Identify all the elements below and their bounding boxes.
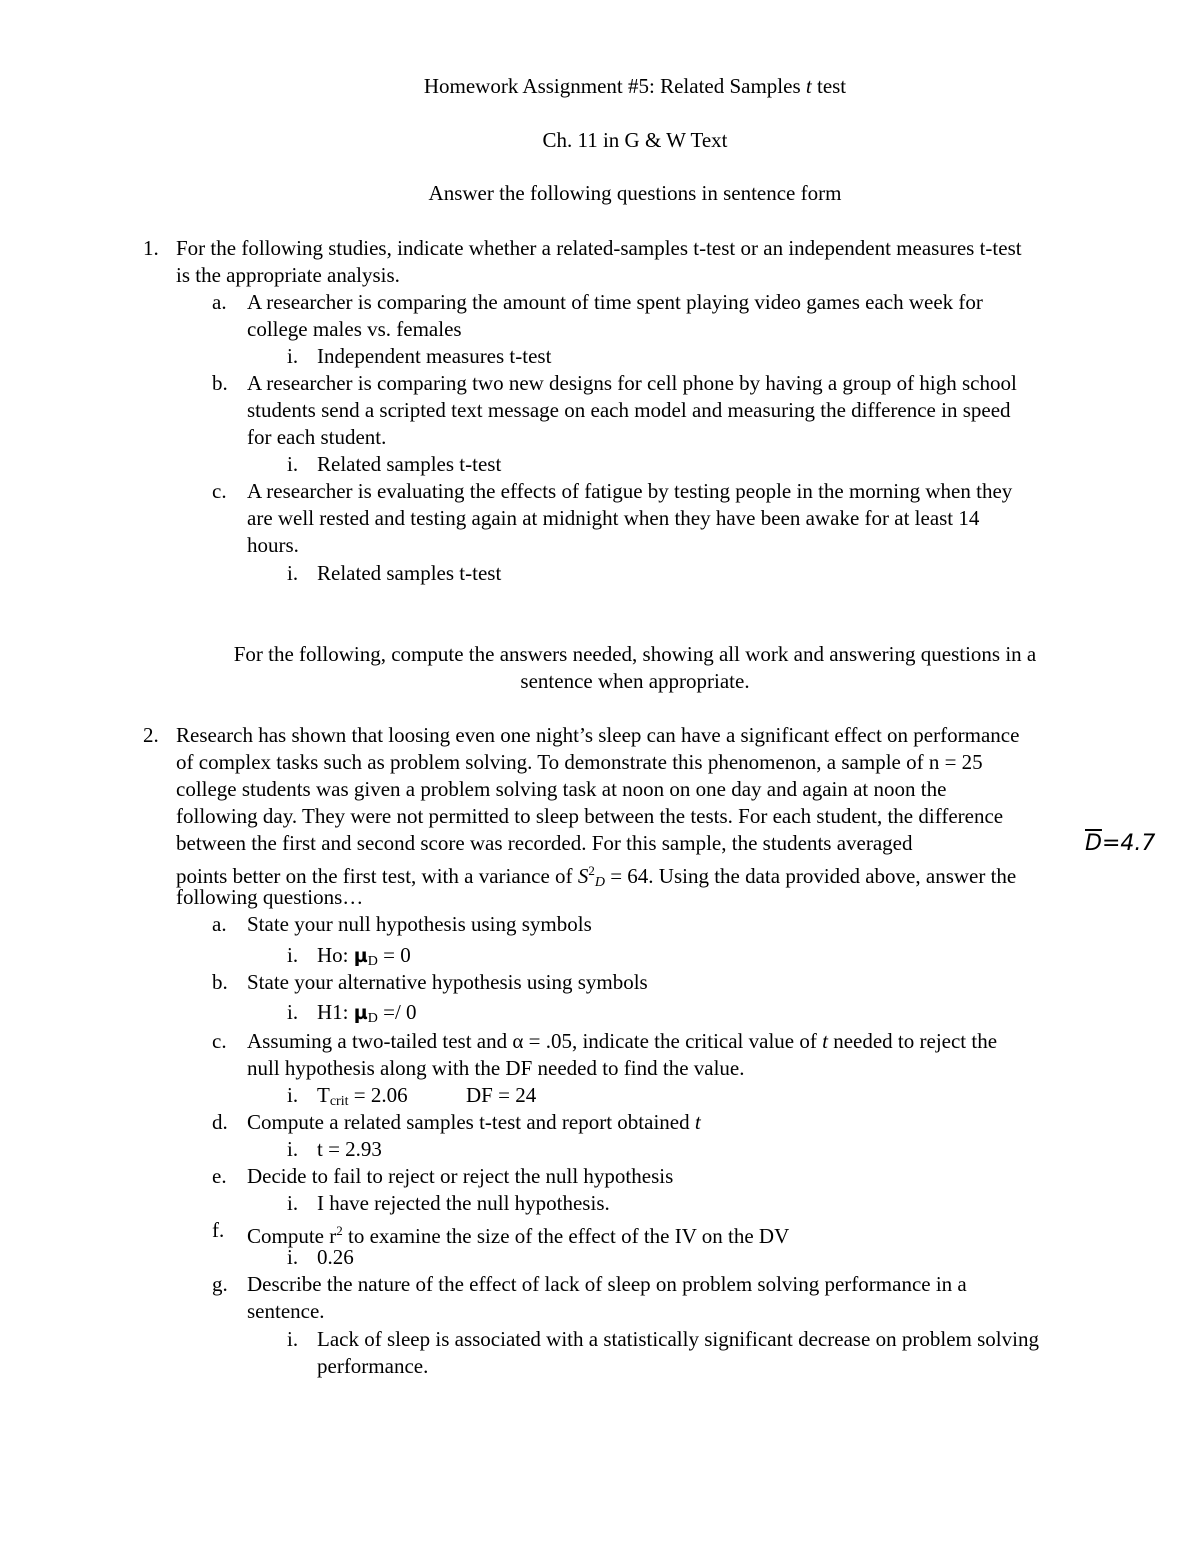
q2-part-g-answer-number: i. xyxy=(287,1327,299,1351)
page-instruction: Answer the following questions in sentence form xyxy=(428,181,842,205)
q1-item-a-letter: a. xyxy=(212,290,227,314)
q1-item-c-line-3: hours. xyxy=(247,533,299,557)
q2-part-f-answer: 0.26 xyxy=(317,1245,354,1269)
q1-item-c-answer: Related samples t-test xyxy=(317,561,502,585)
variance-text-before: points better on the first test, with a variance of xyxy=(176,864,578,888)
q2-part-f-answer-number: i. xyxy=(287,1245,299,1269)
q2-part-g-answer-line-2: performance. xyxy=(317,1354,429,1378)
d-bar-symbol: $\overline{D}$ xyxy=(1085,831,1102,856)
part-c-t: t xyxy=(822,1029,828,1053)
null-hyp-value: = 0 xyxy=(377,943,411,967)
part-d-text: Compute a related samples t-test and report obtained xyxy=(247,1110,695,1134)
q2-part-g-answer-line-1: Lack of sleep is associated with a statistically significant decrease on problem solving xyxy=(317,1327,1039,1351)
q2-part-e-answer: I have rejected the null hypothesis. xyxy=(317,1191,610,1215)
q1-item-b-line-2: students send a scripted text message on each model and measuring the difference in speed xyxy=(247,398,1011,422)
q2-part-a-letter: a. xyxy=(212,912,227,936)
q2-part-c-text-line-2: null hypothesis along with the DF needed to find the value. xyxy=(247,1056,745,1080)
question-2-line-1: Research has shown that loosing even one night’s sleep can have a significant effect on performance xyxy=(176,723,1020,747)
alt-hyp-label: H1: xyxy=(317,1000,354,1024)
q1-item-a-answer: Independent measures t-test xyxy=(317,344,552,368)
q2-part-b-answer-number: i. xyxy=(287,1000,299,1024)
r-squared-exponent: 2 xyxy=(336,1223,343,1238)
page-subtitle: Ch. 11 in G & W Text xyxy=(542,128,728,152)
q1-item-c-line-1: A researcher is evaluating the effects of fatigue by testing people in the morning when they xyxy=(247,479,1013,503)
part-c-text-before: Assuming a two-tailed test and α = .05, indicate the critical value of xyxy=(247,1029,823,1053)
q2-part-d-answer: t = 2.93 xyxy=(317,1137,382,1161)
question-2-line-5: between the first and second score was recorded. For this sample, the students averaged xyxy=(176,831,913,855)
mu-subscript: D xyxy=(367,954,378,969)
q1-item-b-letter: b. xyxy=(212,371,228,395)
q2-part-g-text-line-2: sentence. xyxy=(247,1299,325,1323)
variance-text-after: = 64. Using the data provided above, answer the xyxy=(604,864,1017,888)
page-title xyxy=(0,73,1200,100)
q2-part-b-text: State your alternative hypothesis using symbols xyxy=(247,970,648,994)
q2-part-g-text-line-1: Describe the nature of the effect of lack of sleep on problem solving performance in a xyxy=(247,1272,967,1296)
q1-item-a-answer-number: i. xyxy=(287,344,299,368)
compute-intro-line-2: sentence when appropriate. xyxy=(520,669,750,693)
null-hyp-label: Ho: xyxy=(317,943,354,967)
q2-part-c-answer-number: i. xyxy=(287,1083,299,1107)
part-c-text-after: needed to reject the xyxy=(827,1029,998,1053)
q1-item-a-line-2: college males vs. females xyxy=(247,317,462,341)
q2-part-c-text-line-1 xyxy=(247,1028,997,1055)
q1-item-b-line-3: for each student. xyxy=(247,425,387,449)
compute-intro-line-1: For the following, compute the answers needed, showing all work and answering questions in a xyxy=(233,642,1037,666)
variance-sub: D xyxy=(594,875,605,890)
mu-symbol: µ xyxy=(353,1002,368,1024)
title-suffix: test xyxy=(811,74,847,98)
q2-part-d-text xyxy=(247,1109,701,1136)
title-prefix: Homework Assignment #5: Related Samples xyxy=(423,74,806,98)
question-1-number: 1. xyxy=(143,236,159,260)
title-t: t xyxy=(805,74,812,98)
variance-s: S xyxy=(577,864,589,888)
t-crit-subscript: crit xyxy=(329,1094,349,1109)
q2-part-b-letter: b. xyxy=(212,970,228,994)
q2-part-e-letter: e. xyxy=(212,1164,227,1188)
q1-item-a-line-1: A researcher is comparing the amount of time spent playing video games each week for xyxy=(247,290,983,314)
question-2-line-4: following day. They were not permitted to sleep between the tests. For each student, the difference xyxy=(176,804,1004,828)
q1-item-c-line-2: are well rested and testing again at midnight when they have been awake for at least 14 xyxy=(247,506,980,530)
q1-item-b-answer: Related samples t-test xyxy=(317,452,502,476)
part-d-t: t xyxy=(694,1110,701,1134)
q2-part-d-letter: d. xyxy=(212,1110,228,1134)
q2-part-c-df: DF = 24 xyxy=(466,1083,537,1107)
question-2-number: 2. xyxy=(143,723,159,747)
q2-part-f-letter: f. xyxy=(212,1218,225,1242)
q2-part-c-letter: c. xyxy=(212,1029,227,1053)
question-1-text-line-1: For the following studies, indicate whether a related-samples t-test or an independent measures t-test xyxy=(176,236,1022,260)
part-f-text-after: to examine the size of the effect of the IV on the DV xyxy=(342,1224,790,1248)
q1-item-b-answer-number: i. xyxy=(287,452,299,476)
mu-subscript: D xyxy=(367,1011,378,1026)
mu-symbol: µ xyxy=(353,945,368,967)
question-2-line-7: following questions… xyxy=(176,885,364,909)
q2-part-a-answer-number: i. xyxy=(287,943,299,967)
q2-part-a-text: State your null hypothesis using symbols xyxy=(247,912,592,936)
q2-part-e-answer-number: i. xyxy=(287,1191,299,1215)
variance-sup: 2 xyxy=(588,863,595,878)
t-crit-value: = 2.06 xyxy=(348,1083,408,1107)
q2-part-e-text: Decide to fail to reject or reject the null hypothesis xyxy=(247,1164,674,1188)
q1-item-c-letter: c. xyxy=(212,479,227,503)
question-2-line-2: of complex tasks such as problem solving. To demonstrate this phenomenon, a sample of n = 25 xyxy=(176,750,983,774)
q2-part-d-answer-number: i. xyxy=(287,1137,299,1161)
q1-item-b-line-1: A researcher is comparing two new designs for cell phone by having a group of high school xyxy=(247,371,1017,395)
question-1-text-line-2: is the appropriate analysis. xyxy=(176,263,400,287)
d-bar-value: =4.7 xyxy=(1101,831,1156,856)
t-crit-label: T xyxy=(317,1083,330,1107)
alt-hyp-value: =/ 0 xyxy=(377,1000,417,1024)
q1-item-c-answer-number: i. xyxy=(287,561,299,585)
mean-difference-formula xyxy=(1085,830,1155,857)
q2-part-g-letter: g. xyxy=(212,1272,228,1296)
question-2-line-3: college students was given a problem solving task at noon on one day and again at noon the xyxy=(176,777,947,801)
part-f-text-before: Compute r xyxy=(247,1224,337,1248)
